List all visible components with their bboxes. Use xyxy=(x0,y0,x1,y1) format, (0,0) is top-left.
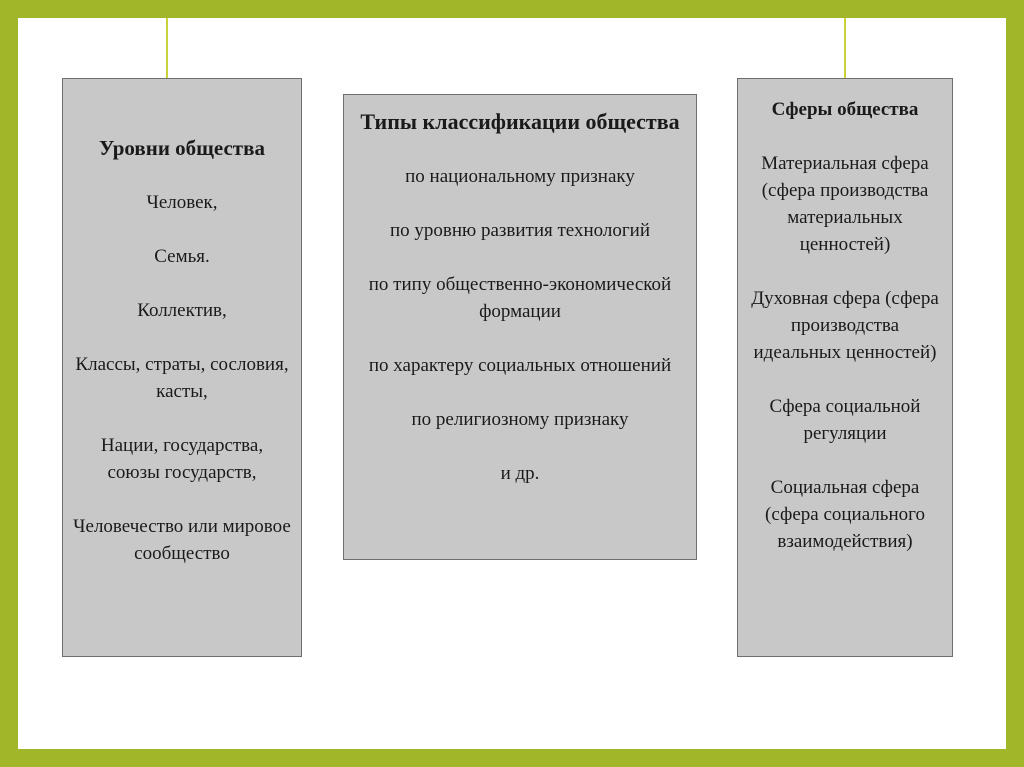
types-item: по национальному признаку xyxy=(405,166,635,187)
levels-title: Уровни общества xyxy=(99,136,265,160)
types-item: по характеру социальных отношений xyxy=(368,355,672,376)
levels-item: Нации, государства, союзы государств, xyxy=(100,435,264,483)
types-item: по религиозному признаку xyxy=(411,409,629,430)
types-title: Типы классификации общества xyxy=(360,109,680,134)
spheres-item: Социальная сфера (сфера социального взаимодействия) xyxy=(765,477,925,552)
spheres-item: Сфера социальной регуляции xyxy=(769,396,921,444)
types-item: по уровню развития технологий xyxy=(389,220,651,241)
types-item: и др. xyxy=(500,463,540,484)
spheres-title: Сферы общества xyxy=(771,99,919,120)
levels-item: Человечество или мировое сообщество xyxy=(73,516,291,564)
spheres-item: Духовная сфера (сфера производства идеальных ценностей) xyxy=(751,288,939,363)
types-item: по типу общественно-экономической формации xyxy=(368,274,672,322)
spheres-item: Материальная сфера (сфера производства материальных ценностей) xyxy=(761,153,929,255)
levels-item: Коллектив, xyxy=(137,300,227,321)
spheres-box xyxy=(737,78,953,657)
levels-item: Человек, xyxy=(146,192,218,213)
levels-item: Классы, страты, сословия, касты, xyxy=(75,354,289,402)
levels-item: Семья. xyxy=(154,246,210,267)
types-box xyxy=(343,94,697,560)
levels-box xyxy=(62,78,302,657)
